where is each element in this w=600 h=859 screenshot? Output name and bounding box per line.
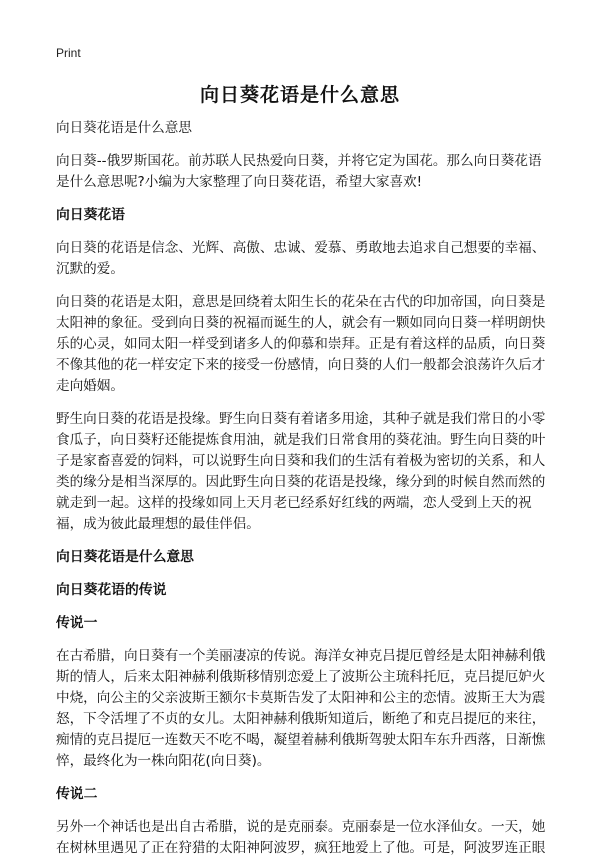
legend-one-heading: 传说一 bbox=[56, 615, 98, 631]
legend-one-paragraph: 在古希腊，向日葵有一个美丽凄凉的传说。海洋女神克吕提厄曾经是太阳神赫利俄斯的情人，后来太阳神赫利俄斯移情别恋爱上了波斯公主琉科托厄，克吕提厄妒火中烧，向公主的父亲波斯王额尔卡莫斯告发了太阳神和公主的恋情。波斯王大为震怒，下令活埋了不贞的女儿。太阳神赫利俄斯知道后，断绝了和克吕提厄的来往，痴情的克吕提厄一连数天不吃不喝，凝望着赫利俄斯驾驶太阳车东升西落，日渐憔悴，最终化为一株向阳花(向日葵)。 bbox=[56, 648, 546, 769]
legend-two-heading: 传说二 bbox=[56, 786, 98, 802]
paragraph-meaning: 向日葵的花语是信念、光辉、高傲、忠诚、爱慕、勇敢地去追求自己想要的幸福、沉默的爱。 bbox=[56, 240, 546, 277]
section-heading-meaning: 向日葵花语是什么意思 bbox=[56, 549, 194, 565]
paragraph-wild: 野生向日葵的花语是投缘。野生向日葵有着诸多用途，其种子就是我们常日的小零食瓜子，向日葵籽还能提炼食用油，就是我们日常食用的葵花油。野生向日葵的叶子是家畜喜爱的饲料，可以说野生向日葵和我们的生活有着极为密切的关系，和人类的缘分是相当深厚的。因此野生向日葵的花语是投缘，缘分到的时候自然而然的就走到一起。这样的投缘如同上天月老已经系好红线的两端，恋人受到上天的祝福，成为彼此最理想的最佳伴侣。 bbox=[56, 411, 546, 532]
intro-heading: 向日葵花语是什么意思 bbox=[56, 120, 192, 136]
print-link[interactable]: Print bbox=[56, 46, 81, 60]
paragraph-sun: 向日葵的花语是太阳，意思是回绕着太阳生长的花朵在古代的印加帝国，向日葵是太阳神的象征。受到向日葵的祝福而诞生的人，就会有一颗如同向日葵一样明朗快乐的心灵，如同太阳一样受到诸多人的仰慕和崇拜。正是有着这样的品质，向日葵不像其他的花一样安定下来的接受一份感情，向日葵的人们一般都会浪荡许久后才走向婚姻。 bbox=[56, 294, 546, 394]
legend-two-paragraph: 另外一个神话也是出自古希腊，说的是克丽泰。克丽泰是一位水泽仙女。一天，她在树林里遇见了正在狩猎的太阳神阿波罗，疯狂地爱上了他。可是，阿波罗连正眼 bbox=[56, 819, 546, 856]
intro-paragraph: 向日葵--俄罗斯国花。前苏联人民热爱向日葵，并将它定为国花。那么向日葵花语是什么意思呢?小编为大家整理了向日葵花语，希望大家喜欢! bbox=[56, 153, 542, 190]
article-body bbox=[56, 118, 548, 859]
section-heading-legends: 向日葵花语的传说 bbox=[56, 582, 167, 598]
section-heading-flower-language: 向日葵花语 bbox=[56, 207, 125, 223]
page-title: 向日葵花语是什么意思 bbox=[199, 84, 400, 106]
